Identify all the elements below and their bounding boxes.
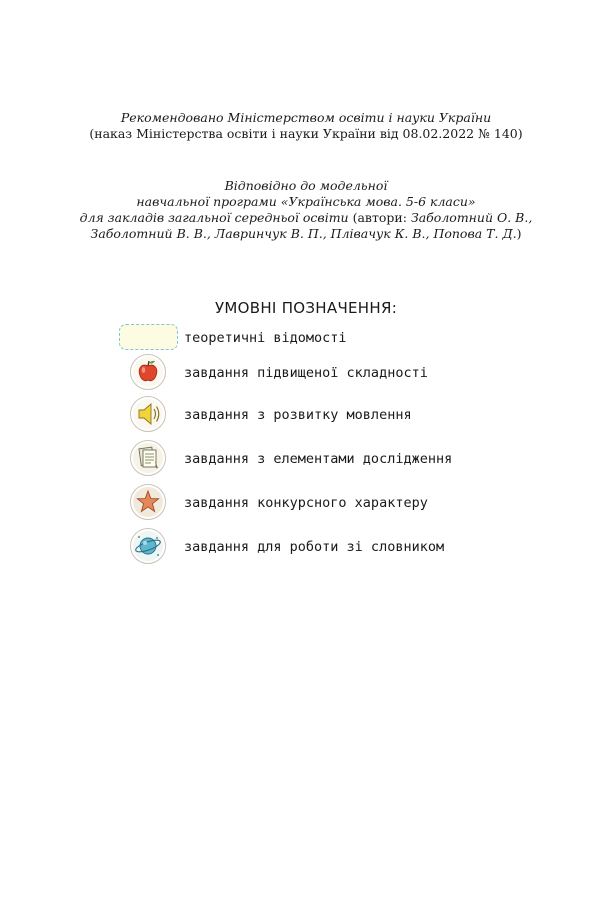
dashed-box-icon: [118, 318, 180, 358]
legend-label-research: завдання з елементами дослідження: [184, 451, 453, 467]
recommendation-line-1: Рекомендовано Міністерством освіти і науки України: [120, 110, 492, 125]
legend-label-advanced: завдання підвищеної складності: [184, 365, 428, 381]
legend-label-speech: завдання з розвитку мовлення: [184, 407, 412, 423]
legend-title: УМОВНІ ПОЗНАЧЕННЯ:: [214, 299, 398, 317]
legend-item-advanced: [118, 353, 428, 393]
legend-item-research: [118, 439, 452, 479]
program-line-2: навчальної програми «Українська мова. 5-6 класи»: [136, 194, 476, 209]
legend-item-competition: [118, 483, 428, 523]
program-line-3: [0, 210, 612, 226]
program-line-3-authors: Заболотний О. В.,: [410, 210, 533, 225]
program-line-4-authors: Заболотний В. В., Лавринчук В. П., Плівачук К. В., Попова Т. Д.: [90, 226, 517, 241]
legend-label-dictionary: завдання для роботи зі словником: [184, 539, 445, 555]
recommendation-block: [0, 110, 612, 142]
legend-item-dictionary: [118, 527, 444, 567]
legend-item-theory: [118, 318, 347, 358]
program-line-4-end: ): [516, 226, 522, 241]
program-block: [0, 178, 612, 242]
apple-icon: [118, 353, 180, 393]
planet-icon: [118, 527, 180, 567]
recommendation-line-2: (наказ Міністерства освіти і науки України від 08.02.2022 № 140): [89, 126, 523, 141]
notes-icon: [118, 439, 180, 479]
program-line-1: Відповідно до модельної: [224, 178, 388, 193]
star-icon: [118, 483, 180, 523]
legend-label-competition: завдання конкурсного характеру: [184, 495, 428, 511]
speaker-icon: [118, 395, 180, 435]
program-line-3-italic: для закладів загальної середньої освіти: [79, 210, 349, 225]
program-line-3-plain: (автори:: [348, 210, 411, 225]
legend-item-speech: [118, 395, 412, 435]
program-line-4: [0, 226, 612, 242]
legend-label-theory: теоретичні відомості: [184, 330, 347, 346]
